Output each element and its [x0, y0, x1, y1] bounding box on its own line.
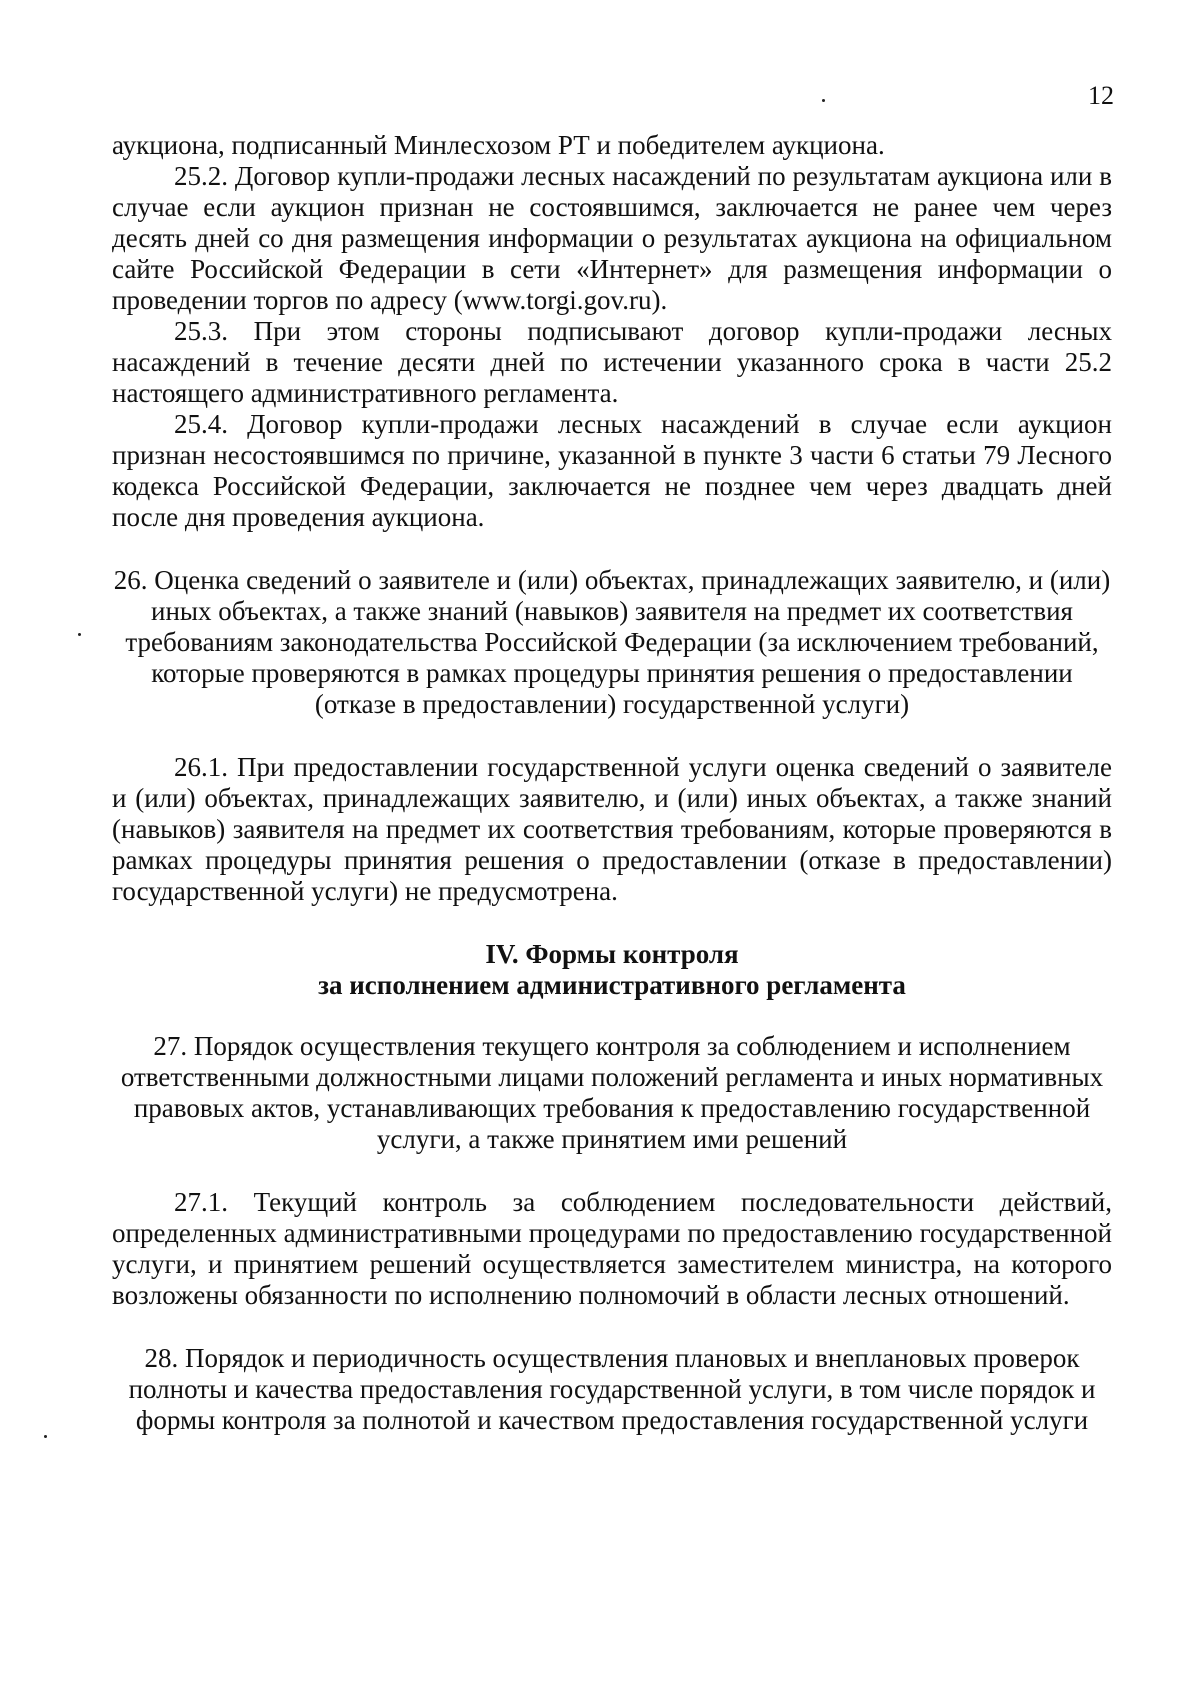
chapter-heading-iv-title: IV. Формы контроля — [485, 939, 739, 969]
paragraph-intro: аукциона, подписанный Минлесхозом РТ и победителем аукциона. — [112, 130, 885, 160]
section-heading-26: 26. Оценка сведений о заявителе и (или) объектах, принадлежащих заявителю, и (или) иных объектах, а также знаний (навыков) заявителя на предмет их соответствия требованиям законодательства Российской Федерации (за исключением требований, которые проверяются в рамках процедуры принятия решения о предоставлении (отказе в предоставлении) государственной услуги) — [113, 565, 1111, 719]
paragraph-25-4: 25.4. Договор купли-продажи лесных насаждений в случае если аукцион признан несостоявшимся по причине, указанной в пункте 3 части 6 статьи 79 Лесного кодекса Российской Федерации, заключается не позднее чем через двадцать дней после дня проведения аукциона. — [112, 409, 1112, 532]
scan-speck — [44, 1435, 47, 1438]
section-heading-28: 28. Порядок и периодичность осуществления плановых и внеплановых проверок полноты и качества предоставления государственной услуги, в том числе порядок и формы контроля за полнотой и качеством предоставления государственной услуги — [128, 1343, 1096, 1435]
scan-speck — [78, 633, 81, 636]
scan-speck — [822, 99, 825, 102]
paragraph-26-1: 26.1. При предоставлении государственной услуги оценка сведений о заявителе и (или) объектах, принадлежащих заявителю, и (или) иных объектах, а также знаний (навыков) заявителя на предмет их соответствия требованиям, которые проверяются в рамках процедуры принятия решения о предоставлении (отказе в предоставлении) государственной услуги) не предусмотрена. — [112, 752, 1112, 906]
paragraph-25-3: 25.3. При этом стороны подписывают договор купли-продажи лесных насаждений в течение десяти дней по истечении указанного срока в части 25.2 настоящего административного регламента. — [112, 316, 1112, 408]
paragraph-25-2: 25.2. Договор купли-продажи лесных насаждений по результатам аукциона или в случае если аукцион признан не состоявшимся, заключается не ранее чем через десять дней со дня размещения информации о результатах аукциона на официальном сайте Российской Федерации в сети «Интернет» для размещения информации о проведении торгов по адресу (www.torgi.gov.ru). — [112, 161, 1112, 315]
paragraph-27-1: 27.1. Текущий контроль за соблюдением последовательности действий, определенных административными процедурами по предоставлению государственной услуги, и принятием решений осуществляется заместителем министра, на которого возложены обязанности по исполнению полномочий в области лесных отношений. — [112, 1187, 1112, 1310]
chapter-heading-iv-subtitle: за исполнением административного регламента — [318, 970, 906, 1000]
page-number: 12 — [1088, 81, 1114, 110]
document-body — [112, 130, 1112, 1436]
section-heading-27: 27. Порядок осуществления текущего контроля за соблюдением и исполнением ответственными должностными лицами положений регламента и иных нормативных правовых актов, устанавливающих требования к предоставлению государственной услуги, а также принятием ими решений — [120, 1031, 1104, 1154]
